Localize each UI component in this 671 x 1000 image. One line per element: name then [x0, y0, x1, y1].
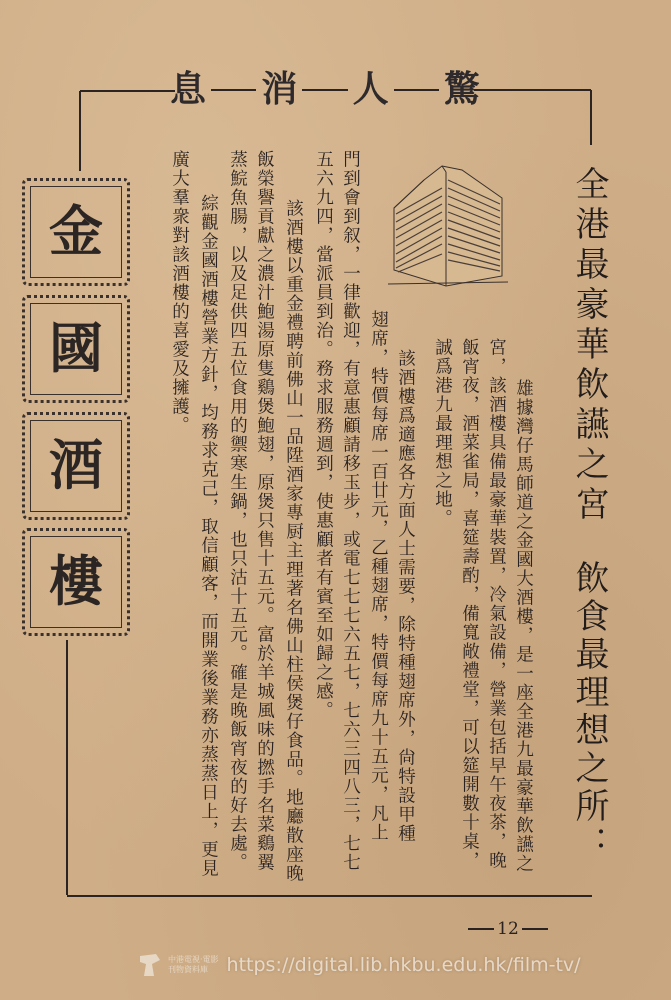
page-number-dash — [522, 928, 548, 930]
title-line-1: 全港最豪華飲讌之宮 — [569, 166, 609, 526]
page-number-value: 12 — [497, 919, 519, 939]
stamp-box — [22, 295, 130, 403]
body-column: 該酒樓以重金禮聘前佛山一品陞酒家專厨主理著名佛山柱侯煲仔食品。地廳散座晚 — [283, 180, 304, 883]
body-column: 門到會到叙，一律歡迎，有意惠顧請移玉步，或電七七七六五七，七六三四八三，七七 — [340, 150, 361, 872]
watermark-logo-line-2: 刊物資料庫 — [168, 965, 208, 974]
frame-line-right-upper — [590, 90, 592, 145]
body-column: 綜觀金國酒樓營業方針，均務求克己，取信顧客，而開業後業務亦蒸蒸日上，更見 — [198, 175, 219, 878]
body-column: 該酒樓爲適應各方面人士需要，除特種翅席外，尙特設甲種 — [395, 330, 416, 843]
page-number-dash — [468, 928, 494, 930]
body-column: 誠爲港九最理想之地。 — [432, 338, 453, 528]
body-column: 宮，該酒樓具備最豪華裝置，冷氣設備，營業包括早午夜茶，晚 — [486, 338, 507, 870]
headline-char: 消 — [261, 69, 298, 110]
headline-char: 人 — [352, 69, 389, 110]
body-column: 翅席，特價每席一百廿元，乙種翅席，特價每席九十五元，凡上 — [368, 310, 389, 842]
headline-char: 息 — [170, 69, 207, 110]
headline-char: 驚 — [443, 69, 480, 110]
page-number — [458, 917, 558, 941]
title-line-2: 飲食最理想之所： — [569, 560, 609, 864]
headline-dash — [211, 89, 256, 91]
watermark-logo-line-1: 中港電視·電影 — [168, 955, 219, 964]
body-column: 五六九四，當派員到治。務求服務週到，使惠顧者有賓至如歸之感。 — [313, 150, 334, 720]
frame-line-top-right — [474, 89, 591, 91]
building-illustration — [384, 158, 514, 288]
film-camera-icon — [138, 952, 162, 978]
stamp-char: 金 — [49, 200, 103, 263]
stamp-box — [22, 412, 130, 520]
watermark-url[interactable]: https://digital.lib.hkbu.edu.hk/film-tv/ — [226, 954, 581, 976]
stamp-char: 國 — [49, 317, 103, 380]
headline-dash — [302, 89, 347, 91]
body-column: 廣大羣衆對該酒樓的喜愛及擁護。 — [169, 150, 190, 435]
archive-watermark — [138, 948, 581, 982]
body-column: 蒸鯇魚腸，以及足供四五位食用的禦寒生鍋，也只沽十五元。確是晚飯宵夜的好去處。 — [227, 150, 248, 872]
headline-dash — [394, 89, 439, 91]
body-column: 飯榮譽貢獻之濃汁鮑湯原隻鷄煲鮑翅，原煲只售十五元。富於羊城風味的撚手名菜鷄翼 — [254, 150, 275, 872]
frame-line-bottom — [67, 895, 592, 897]
frame-line-left-upper — [79, 91, 81, 171]
body-column: 雄據灣仔馬師道之金國大酒樓，是一座全港九最豪華飲讌之 — [513, 360, 534, 873]
frame-line-left-lower — [66, 640, 68, 895]
frame-line-top-left — [80, 90, 175, 92]
stamp-box — [22, 528, 130, 636]
stamp-char: 樓 — [49, 550, 103, 613]
stamp-box — [22, 178, 130, 286]
headline — [170, 68, 480, 112]
watermark-logo-text — [168, 955, 219, 975]
stamp-char: 酒 — [49, 434, 103, 497]
body-column: 飯宵夜，酒菜雀局，喜筵壽酌，備寬敞禮堂，可以筵開數十桌， — [459, 338, 480, 870]
